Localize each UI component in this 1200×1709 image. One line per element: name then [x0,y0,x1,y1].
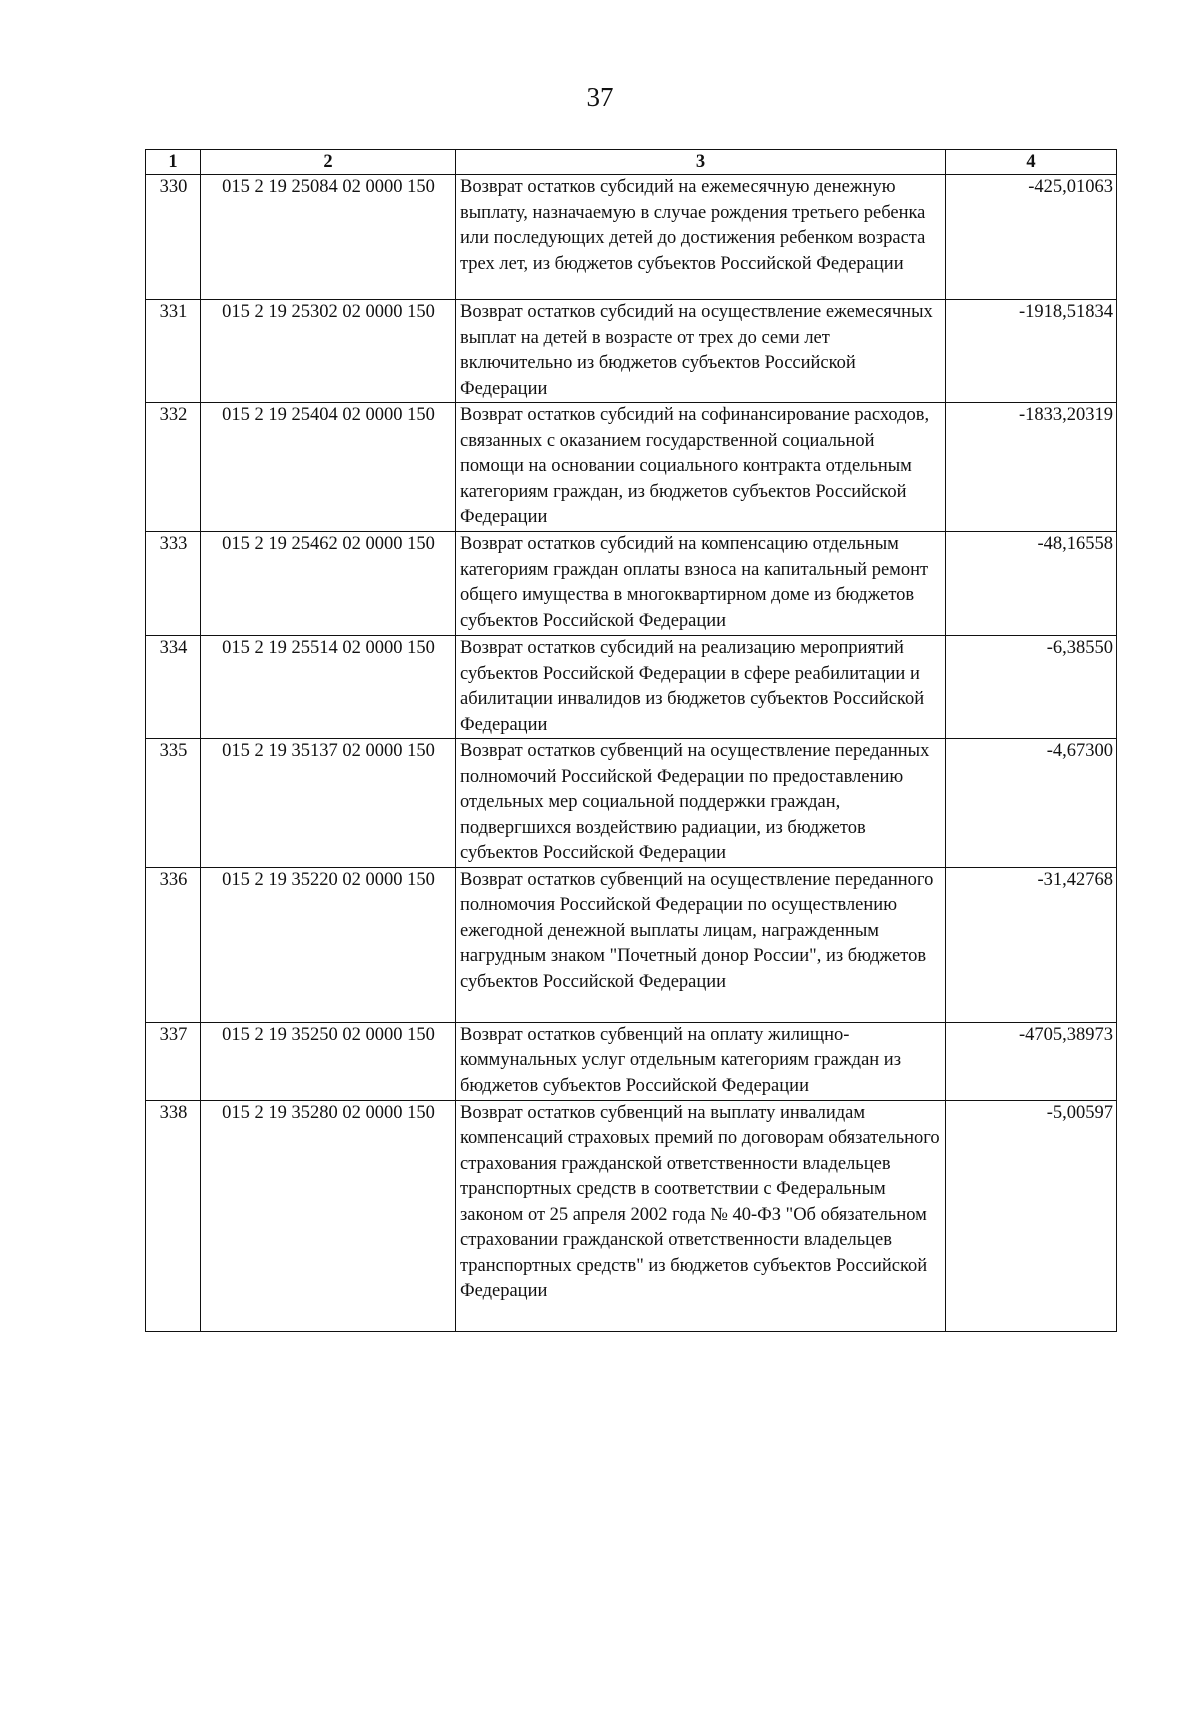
row-number: 334 [146,636,201,739]
budget-code: 015 2 19 25404 02 0000 150 [201,403,456,532]
row-description: Возврат остатков субсидий на софинансирование расходов, связанных с оказанием государственной социальной помощи на основании социального контракта отдельным категориям граждан, из бюджетов субъектов Российской Федерации [456,403,946,532]
row-description: Возврат остатков субвенций на выплату инвалидам компенсаций страховых премий по договорам обязательного страхования гражданской ответственности владельцев транспортных средств в соответствии с Федеральным законом от 25 апреля 2002 года № 40-ФЗ "Об обязательном страховании гражданской ответственности владельцев транспортных средств" из бюджетов субъектов Российской Федерации [456,1100,946,1331]
table-row [146,867,1117,1022]
row-amount: -425,01063 [946,175,1117,300]
row-number: 333 [146,532,201,636]
budget-code: 015 2 19 25084 02 0000 150 [201,175,456,300]
table-row [146,1022,1117,1100]
row-amount: -4,67300 [946,739,1117,868]
table-row [146,175,1117,300]
page-number: 37 [586,82,614,112]
table-row [146,636,1117,739]
row-description: Возврат остатков субвенций на осуществление переданных полномочий Российской Федерации по предоставлению отдельных мер социальной поддержки граждан, подвергшихся воздействию радиации, из бюджетов субъектов Российской Федерации [456,739,946,868]
budget-code: 015 2 19 35280 02 0000 150 [201,1100,456,1331]
row-number: 337 [146,1022,201,1100]
row-amount: -1918,51834 [946,300,1117,403]
row-description: Возврат остатков субвенций на оплату жилищно-коммунальных услуг отдельным категориям граждан из бюджетов субъектов Российской Федерации [456,1022,946,1100]
column-header-4: 4 [946,150,1117,175]
table-body [146,175,1117,1332]
budget-code: 015 2 19 35220 02 0000 150 [201,867,456,1022]
row-description: Возврат остатков субсидий на компенсацию отдельным категориям граждан оплаты взноса на капитальный ремонт общего имущества в многоквартирном доме из бюджетов субъектов Российской Федерации [456,532,946,636]
row-description: Возврат остатков субсидий на осуществление ежемесячных выплат на детей в возрасте от трех до семи лет включительно из бюджетов субъектов Российской Федерации [456,300,946,403]
row-number: 336 [146,867,201,1022]
column-header-2: 2 [201,150,456,175]
budget-code: 015 2 19 35137 02 0000 150 [201,739,456,868]
row-amount: -4705,38973 [946,1022,1117,1100]
row-number: 338 [146,1100,201,1331]
row-number: 332 [146,403,201,532]
row-amount: -48,16558 [946,532,1117,636]
budget-code: 015 2 19 25514 02 0000 150 [201,636,456,739]
row-description: Возврат остатков субсидий на реализацию мероприятий субъектов Российской Федерации в сфере реабилитации и абилитации инвалидов из бюджетов субъектов Российской Федерации [456,636,946,739]
column-header-3: 3 [456,150,946,175]
budget-return-table [145,149,1117,1332]
budget-code: 015 2 19 35250 02 0000 150 [201,1022,456,1100]
budget-code: 015 2 19 25302 02 0000 150 [201,300,456,403]
budget-code: 015 2 19 25462 02 0000 150 [201,532,456,636]
table-row [146,1100,1117,1331]
table-row [146,739,1117,868]
row-amount: -1833,20319 [946,403,1117,532]
table-header [146,150,1117,175]
row-amount: -6,38550 [946,636,1117,739]
row-amount: -31,42768 [946,867,1117,1022]
row-description: Возврат остатков субвенций на осуществление переданного полномочия Российской Федерации по осуществлению ежегодной денежной выплаты лицам, награжденным нагрудным знаком "Почетный донор России", из бюджетов субъектов Российской Федерации [456,867,946,1022]
row-number: 331 [146,300,201,403]
row-amount: -5,00597 [946,1100,1117,1331]
table-row [146,532,1117,636]
row-number: 330 [146,175,201,300]
header-row [146,150,1117,175]
row-number: 335 [146,739,201,868]
column-header-1: 1 [146,150,201,175]
table-row [146,300,1117,403]
row-description: Возврат остатков субсидий на ежемесячную денежную выплату, назначаемую в случае рождения третьего ребенка или последующих детей до достижения ребенком возраста трех лет, из бюджетов субъектов Российской Федерации [456,175,946,300]
table-row [146,403,1117,532]
